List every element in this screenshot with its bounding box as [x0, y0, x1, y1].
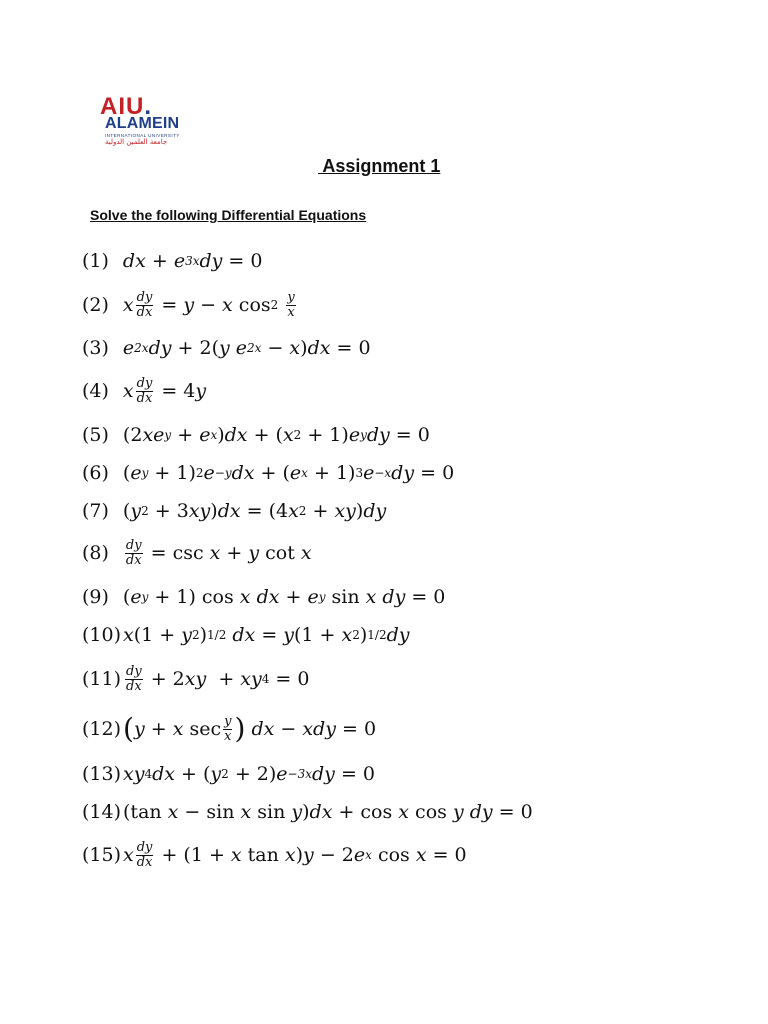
equation-number: (12)	[82, 718, 122, 740]
equation-number: (13)	[82, 763, 122, 785]
logo-dot: .	[144, 93, 153, 120]
equation-number: (11)	[82, 668, 122, 690]
equation-number: (1)	[82, 250, 109, 272]
equation-number: (3)	[82, 337, 109, 359]
equation-number: (14)	[82, 801, 122, 823]
logo-name: ALAMEIN	[105, 115, 180, 132]
equation-number: (4)	[82, 380, 109, 402]
equation-14: (14) (tan x − sin x sin y ) dx + cos x cos y dy = 0	[82, 801, 533, 823]
equation-13: (13) xy 4 dx + ( y 2 + 2) e −3x dy = 0	[82, 763, 376, 785]
equation-1: (1) dx + e 3x dy = 0	[82, 250, 263, 272]
page-title: Assignment 1	[318, 156, 441, 176]
equation-number: (15)	[82, 844, 122, 866]
equation-3: (3) e 2x dy + 2( y e 2x − x ) dx = 0	[82, 337, 371, 359]
logo-arabic: جامعة العلمين الدولية	[105, 138, 168, 146]
equation-8: (8) $\frac{dy}{dx}$ = csc x + y cot x	[82, 537, 312, 568]
equation-4: (4) x $\frac{dy}{dx}$ = 4 y	[82, 375, 207, 406]
equation-15: (15) x $\frac{dy}{dx}$ + (1 + x tan x ) y − 2 e x cos x = 0	[82, 839, 467, 870]
equation-number: (9)	[82, 586, 109, 608]
equation-5: (5) (2 xe y + e x ) dx + ( x 2 + 1) e y dy = 0	[82, 424, 430, 446]
equation-number: (10)	[82, 624, 122, 646]
equation-12: (12) ( y + x sec $\frac{y}{x}$ ) dx − xdy = 0	[82, 712, 377, 745]
equation-7: (7) ( y 2 + 3 xy ) dx = (4 x 2 + xy ) dy	[82, 500, 387, 522]
equation-number: (6)	[82, 462, 109, 484]
equation-10: (10) x (1 + y 2 ) 1/2 dx = y (1 + x 2 ) 1/2 dy	[82, 624, 410, 646]
equation-number: (8)	[82, 542, 109, 564]
equation-number: (5)	[82, 424, 109, 446]
equation-6: (6) ( e y + 1) 2 e −y dx + ( e x + 1) 3 e −x dy = 0	[82, 462, 455, 484]
logo-mark: AIU	[100, 93, 145, 120]
logo-subname: INTERNATIONAL UNIVERSITY	[105, 133, 180, 138]
equation-number: (7)	[82, 500, 109, 522]
equation-9: (9) ( e y + 1) cos x dx + e y sin x dy = 0	[82, 586, 446, 608]
equation-2: (2) x $\frac{dy}{dx}$ = y − x cos 2 $\frac{y}{x}$	[82, 289, 295, 320]
equation-number: (2)	[82, 294, 109, 316]
instructions: Solve the following Differential Equations	[90, 207, 367, 223]
university-logo	[100, 93, 200, 149]
equation-11: (11) $\frac{dy}{dx}$ + 2 xy + xy 4 = 0	[82, 663, 310, 694]
